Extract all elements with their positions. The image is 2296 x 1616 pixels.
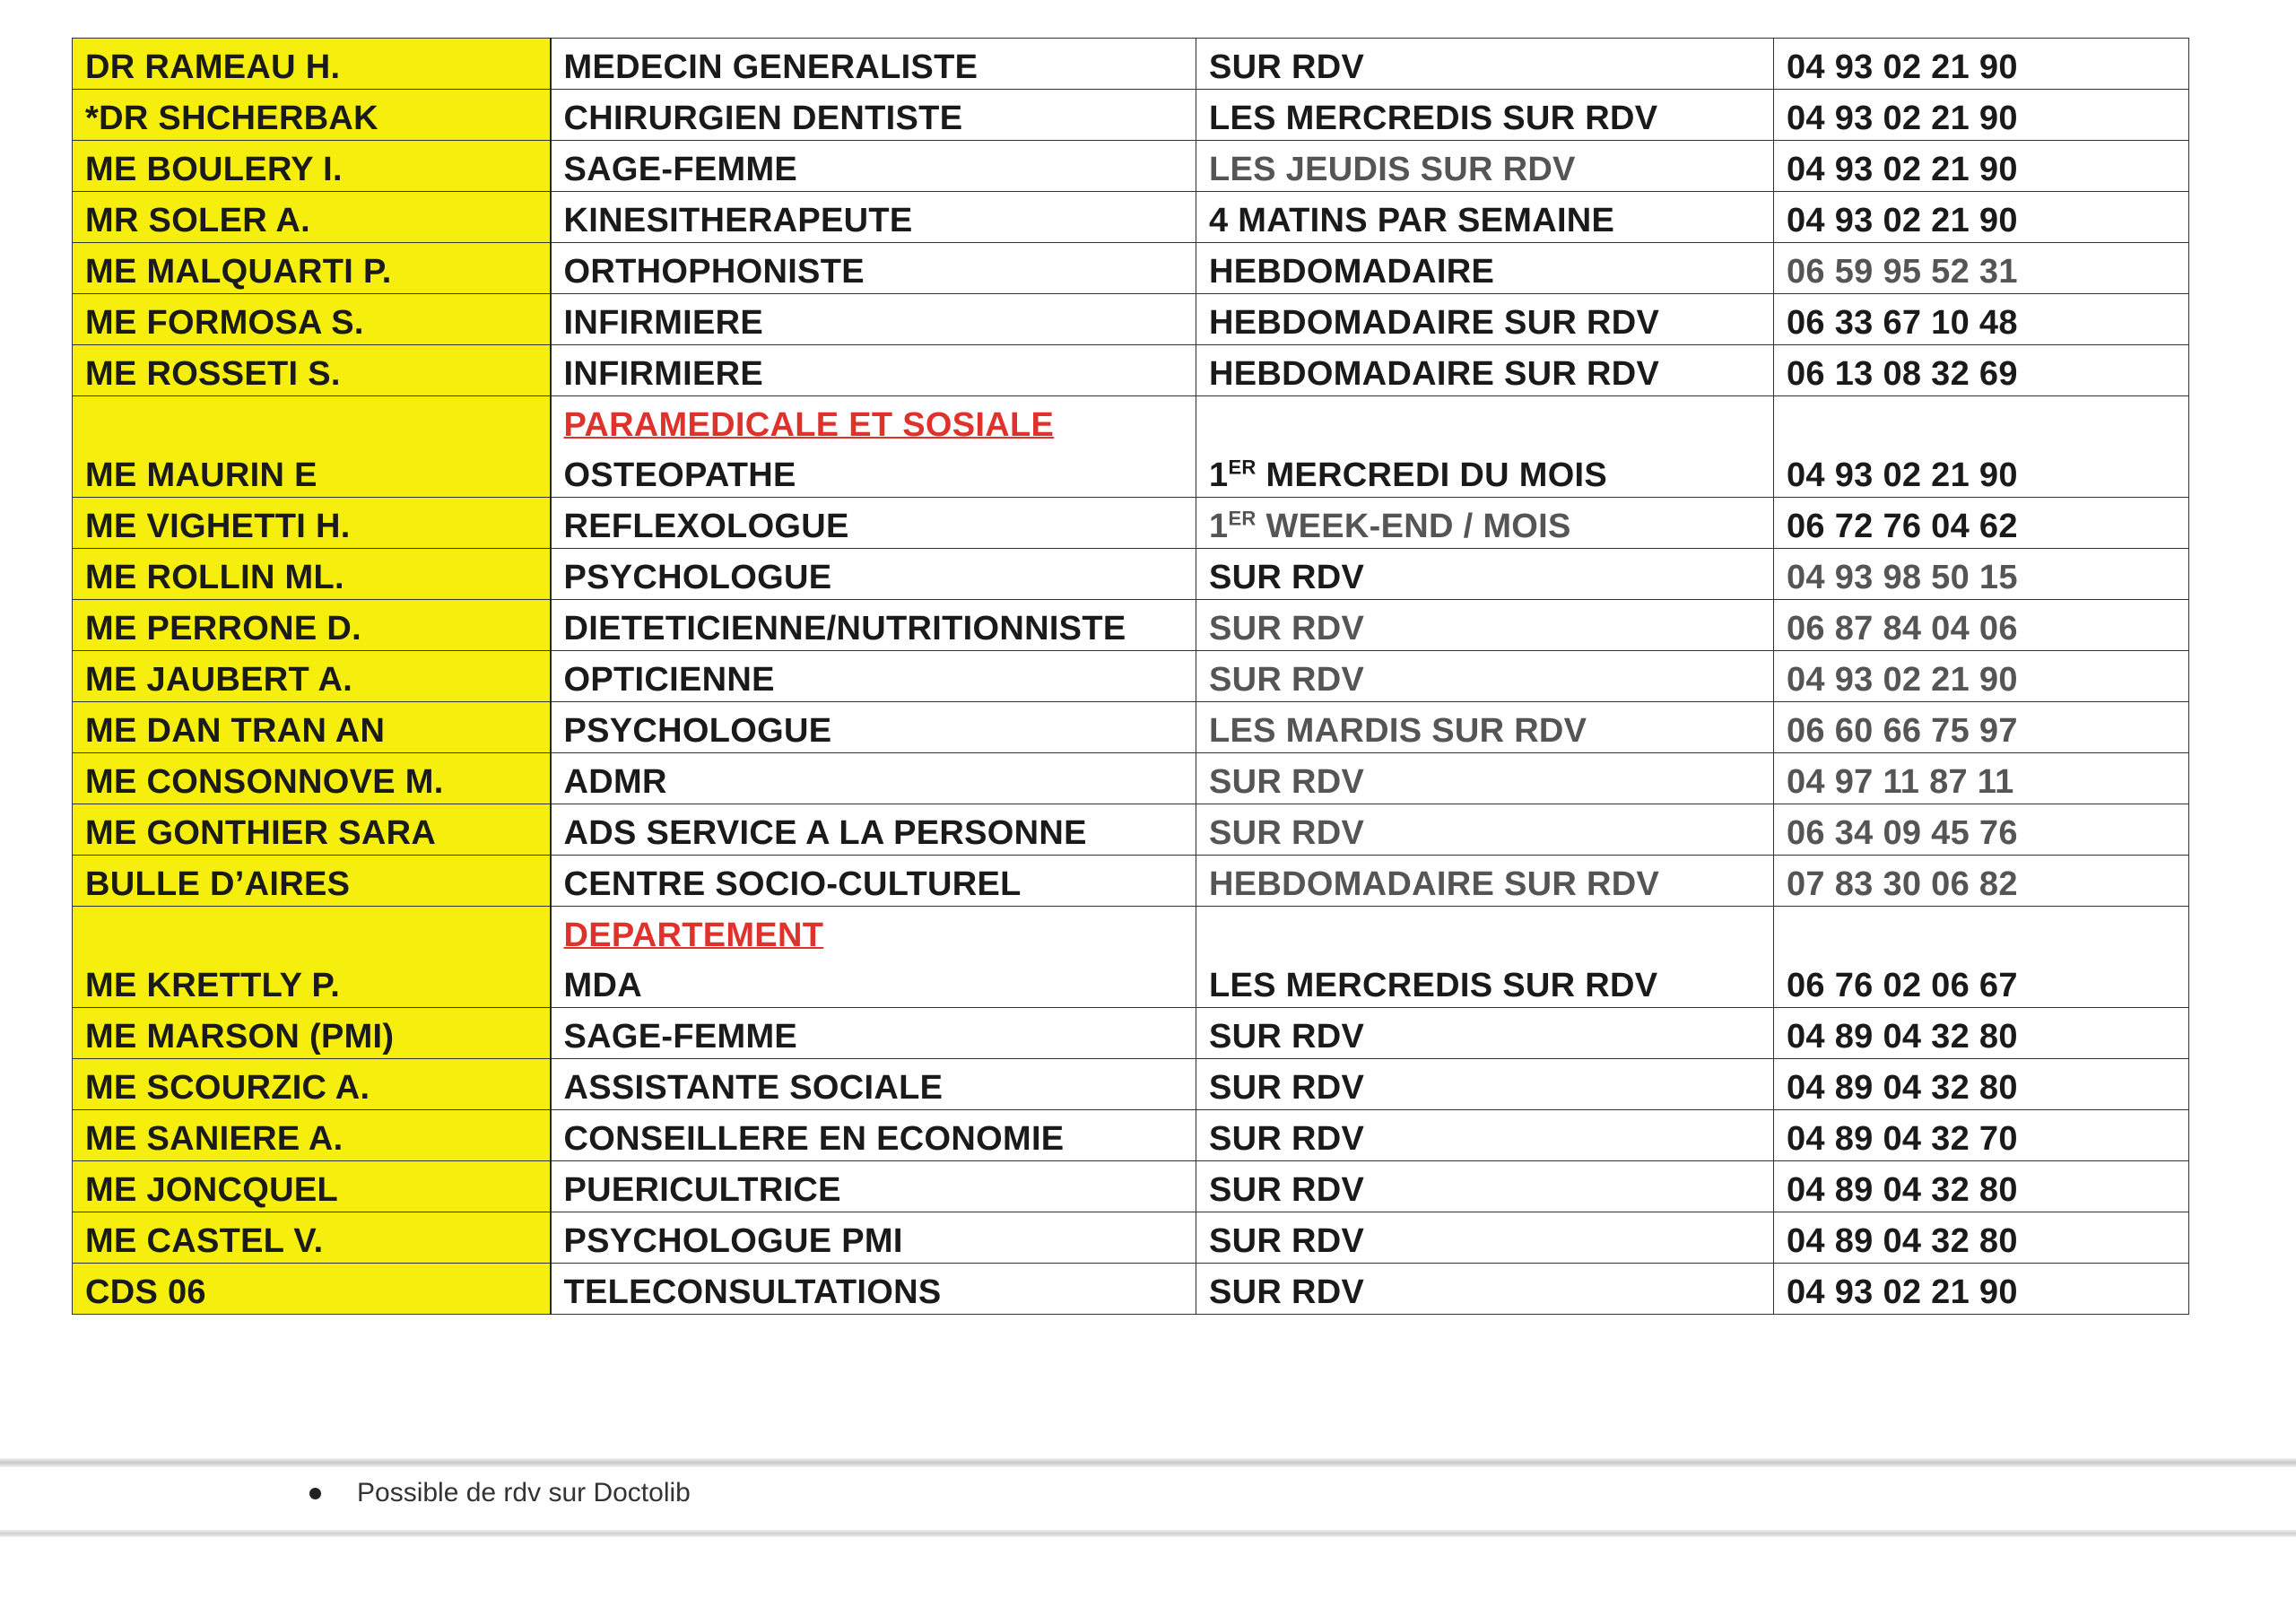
practitioner-schedule: HEBDOMADAIRE SUR RDV [1196, 345, 1774, 396]
practitioner-phone: 04 93 02 21 90 [1774, 1264, 2189, 1315]
practitioner-name: MR SOLER A. [73, 192, 551, 243]
practitioner-phone: 04 89 04 32 80 [1774, 1008, 2189, 1059]
table-row [73, 957, 2189, 1008]
practitioner-name: ME JAUBERT A. [73, 651, 551, 702]
practitioner-role: PSYCHOLOGUE [551, 549, 1196, 600]
practitioner-role: OPTICIENNE [551, 651, 1196, 702]
practitioner-name: ME GONTHIER SARA [73, 804, 551, 856]
table-row [73, 90, 2189, 141]
table-row [73, 1161, 2189, 1212]
table-row [73, 1264, 2189, 1315]
practitioner-role: PUERICULTRICE [551, 1161, 1196, 1212]
practitioner-role: PSYCHOLOGUE PMI [551, 1212, 1196, 1264]
table-row [73, 549, 2189, 600]
practitioner-schedule: LES MARDIS SUR RDV [1196, 702, 1774, 753]
directory-sheet [72, 38, 2188, 1315]
practitioner-name: ME KRETTLY P. [73, 957, 551, 1008]
table-row [73, 856, 2189, 907]
table-row [73, 141, 2189, 192]
table-row [73, 192, 2189, 243]
practitioner-name: ME CASTEL V. [73, 1212, 551, 1264]
practitioner-phone: 04 89 04 32 80 [1774, 1059, 2189, 1110]
table-row [73, 345, 2189, 396]
practitioner-name: ME MARSON (PMI) [73, 1008, 551, 1059]
table-row [73, 243, 2189, 294]
bullet-icon [309, 1488, 321, 1499]
practitioner-schedule: 1ER MERCREDI DU MOIS [1196, 447, 1774, 498]
practitioner-role: MDA [551, 957, 1196, 1008]
table-row [73, 651, 2189, 702]
section-header-row [73, 396, 2189, 447]
practitioner-role: OSTEOPATHE [551, 447, 1196, 498]
practitioner-name: DR RAMEAU H. [73, 39, 551, 90]
practitioner-name: ME FORMOSA S. [73, 294, 551, 345]
practitioner-name: ME VIGHETTI H. [73, 498, 551, 549]
practitioner-phone: 06 34 09 45 76 [1774, 804, 2189, 856]
practitioner-role: CHIRURGIEN DENTISTE [551, 90, 1196, 141]
practitioner-table [72, 38, 2189, 1315]
practitioner-schedule: HEBDOMADAIRE SUR RDV [1196, 856, 1774, 907]
practitioner-name: ME DAN TRAN AN [73, 702, 551, 753]
footer-divider [0, 1530, 2296, 1537]
table-row [73, 804, 2189, 856]
practitioner-role: INFIRMIERE [551, 345, 1196, 396]
practitioner-schedule: SUR RDV [1196, 1264, 1774, 1315]
section-label-paramedicale: PARAMEDICALE ET SOSIALE [563, 405, 1055, 444]
practitioner-name: ME SCOURZIC A. [73, 1059, 551, 1110]
practitioner-role: ADMR [551, 753, 1196, 804]
practitioner-phone: 06 13 08 32 69 [1774, 345, 2189, 396]
table-row [73, 294, 2189, 345]
practitioner-role: CONSEILLERE EN ECONOMIE [551, 1110, 1196, 1161]
section-header-row [73, 907, 2189, 957]
practitioner-schedule: LES MERCREDIS SUR RDV [1196, 90, 1774, 141]
practitioner-schedule: 1ER WEEK-END / MOIS [1196, 498, 1774, 549]
practitioner-phone: 04 93 02 21 90 [1774, 39, 2189, 90]
practitioner-role: KINESITHERAPEUTE [551, 192, 1196, 243]
practitioner-name: BULLE D’AIRES [73, 856, 551, 907]
practitioner-phone: 04 93 02 21 90 [1774, 141, 2189, 192]
table-row [73, 39, 2189, 90]
practitioner-schedule: SUR RDV [1196, 600, 1774, 651]
practitioner-schedule: LES JEUDIS SUR RDV [1196, 141, 1774, 192]
practitioner-role: DIETETICIENNE/NUTRITIONNISTE [551, 600, 1196, 651]
practitioner-name: ME ROSSETI S. [73, 345, 551, 396]
section-label-departement: DEPARTEMENT [563, 916, 824, 954]
practitioner-phone: 06 87 84 04 06 [1774, 600, 2189, 651]
practitioner-phone: 06 72 76 04 62 [1774, 498, 2189, 549]
practitioner-role: SAGE-FEMME [551, 1008, 1196, 1059]
practitioner-phone: 06 60 66 75 97 [1774, 702, 2189, 753]
practitioner-schedule: SUR RDV [1196, 1008, 1774, 1059]
practitioner-phone: 06 33 67 10 48 [1774, 294, 2189, 345]
practitioner-schedule: HEBDOMADAIRE SUR RDV [1196, 294, 1774, 345]
practitioner-name: ME SANIERE A. [73, 1110, 551, 1161]
practitioner-name: ME JONCQUEL [73, 1161, 551, 1212]
table-row [73, 1008, 2189, 1059]
practitioner-phone: 06 76 02 06 67 [1774, 957, 2189, 1008]
practitioner-phone: 04 89 04 32 70 [1774, 1110, 2189, 1161]
practitioner-name: ME MAURIN E [73, 447, 551, 498]
table-row [73, 447, 2189, 498]
footer-divider [0, 1458, 2296, 1467]
practitioner-name: ME ROLLIN ML. [73, 549, 551, 600]
practitioner-name: CDS 06 [73, 1264, 551, 1315]
practitioner-phone: 04 89 04 32 80 [1774, 1212, 2189, 1264]
practitioner-schedule: SUR RDV [1196, 1059, 1774, 1110]
practitioner-schedule: SUR RDV [1196, 549, 1774, 600]
practitioner-schedule: 4 MATINS PAR SEMAINE [1196, 192, 1774, 243]
table-row [73, 1059, 2189, 1110]
practitioner-role: SAGE-FEMME [551, 141, 1196, 192]
practitioner-phone: 04 89 04 32 80 [1774, 1161, 2189, 1212]
practitioner-phone: 04 93 02 21 90 [1774, 90, 2189, 141]
practitioner-name: *DR SHCHERBAK [73, 90, 551, 141]
practitioner-role: REFLEXOLOGUE [551, 498, 1196, 549]
footer-note [309, 1478, 691, 1508]
practitioner-schedule: SUR RDV [1196, 39, 1774, 90]
table-row [73, 702, 2189, 753]
practitioner-phone: 04 97 11 87 11 [1774, 753, 2189, 804]
table-row [73, 1212, 2189, 1264]
practitioner-role: PSYCHOLOGUE [551, 702, 1196, 753]
practitioner-schedule: SUR RDV [1196, 804, 1774, 856]
table-row [73, 498, 2189, 549]
practitioner-role: INFIRMIERE [551, 294, 1196, 345]
practitioner-schedule: LES MERCREDIS SUR RDV [1196, 957, 1774, 1008]
practitioner-name: ME MALQUARTI P. [73, 243, 551, 294]
practitioner-phone: 04 93 02 21 90 [1774, 192, 2189, 243]
practitioner-phone: 04 93 02 21 90 [1774, 447, 2189, 498]
table-row [73, 600, 2189, 651]
practitioner-name: ME CONSONNOVE M. [73, 753, 551, 804]
practitioner-schedule: SUR RDV [1196, 1110, 1774, 1161]
practitioner-phone: 06 59 95 52 31 [1774, 243, 2189, 294]
practitioner-schedule: SUR RDV [1196, 651, 1774, 702]
practitioner-schedule: HEBDOMADAIRE [1196, 243, 1774, 294]
practitioner-role: ADS SERVICE A LA PERSONNE [551, 804, 1196, 856]
practitioner-role: TELECONSULTATIONS [551, 1264, 1196, 1315]
practitioner-phone: 07 83 30 06 82 [1774, 856, 2189, 907]
section-title [551, 396, 1196, 447]
practitioner-schedule: SUR RDV [1196, 1212, 1774, 1264]
table-row [73, 753, 2189, 804]
practitioner-role: MEDECIN GENERALISTE [551, 39, 1196, 90]
practitioner-schedule: SUR RDV [1196, 753, 1774, 804]
footer-note-text: Possible de rdv sur Doctolib [357, 1478, 691, 1507]
practitioner-name: ME BOULERY I. [73, 141, 551, 192]
section-title [551, 907, 1196, 957]
practitioner-phone: 04 93 02 21 90 [1774, 651, 2189, 702]
practitioner-phone: 04 93 98 50 15 [1774, 549, 2189, 600]
table-row [73, 1110, 2189, 1161]
practitioner-name: ME PERRONE D. [73, 600, 551, 651]
practitioner-role: ASSISTANTE SOCIALE [551, 1059, 1196, 1110]
practitioner-schedule: SUR RDV [1196, 1161, 1774, 1212]
practitioner-role: CENTRE SOCIO-CULTUREL [551, 856, 1196, 907]
practitioner-role: ORTHOPHONISTE [551, 243, 1196, 294]
